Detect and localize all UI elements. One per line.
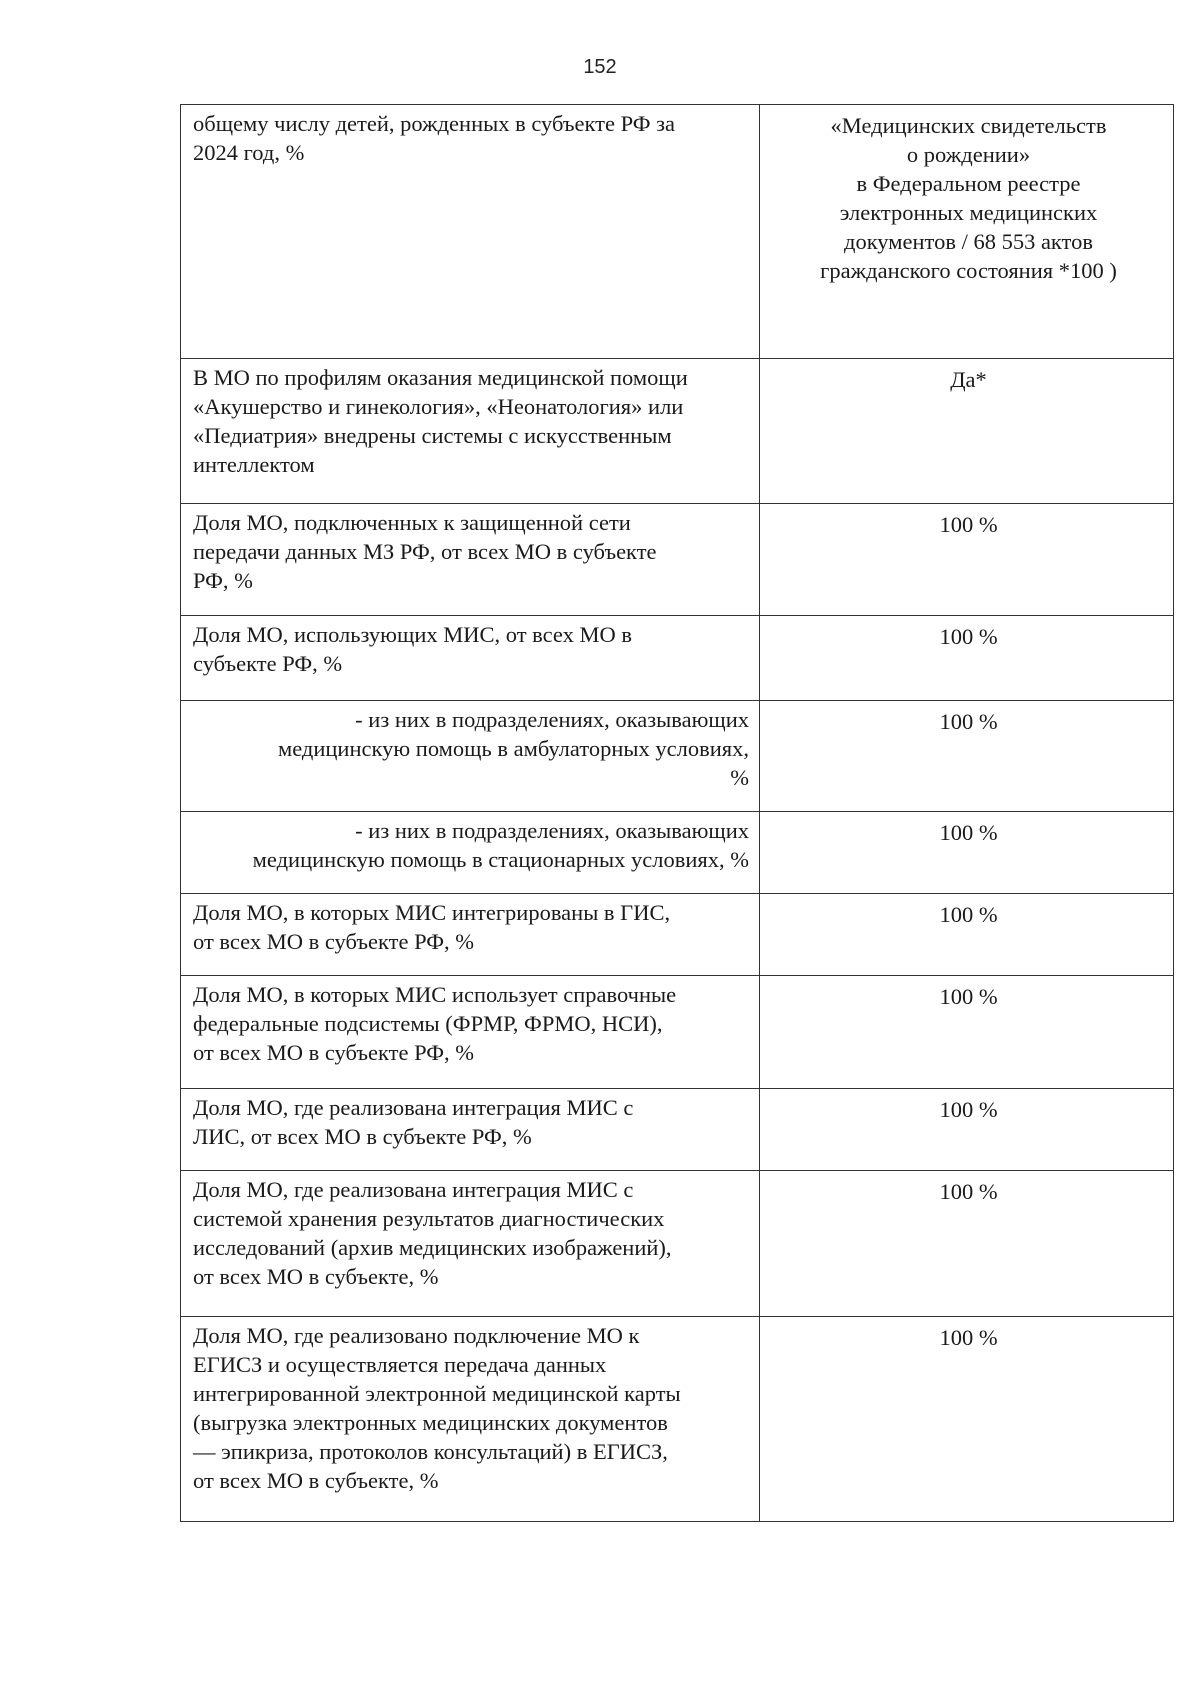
indicator-text: общему числу детей, рожденных в субъекте РФ за 2024 год, %: [193, 111, 675, 165]
value-cell: [760, 976, 1174, 1089]
indicator-cell: [181, 616, 760, 701]
table-row: [181, 616, 1174, 701]
indicator-text: Доля МО, в которых МИС использует справочные федеральные подсистемы (ФРМР, ФРМО, НСИ), от всех МО в субъекте РФ, %: [193, 982, 677, 1065]
table-row: [181, 701, 1174, 812]
table-row: [181, 976, 1174, 1089]
table-row: [181, 1089, 1174, 1171]
page-number: 152: [583, 56, 617, 78]
value-text: 100 %: [939, 1097, 998, 1122]
indicator-cell: [181, 105, 760, 359]
table-row: [181, 812, 1174, 894]
value-cell: [760, 812, 1174, 894]
indicator-text: Доля МО, где реализована интеграция МИС с ЛИС, от всех МО в субъекте РФ, %: [193, 1095, 634, 1149]
indicator-cell: [181, 701, 760, 812]
value-cell: [760, 105, 1174, 359]
indicator-cell: [181, 504, 760, 616]
table-row: [181, 105, 1174, 359]
indicators-table: [180, 104, 1174, 1522]
value-text: 100 %: [939, 624, 998, 649]
indicator-text: - из них в подразделениях, оказывающих медицинскую помощь в стационарных условиях, %: [252, 818, 749, 872]
indicator-cell: [181, 359, 760, 504]
indicator-text: Доля МО, использующих МИС, от всех МО в субъекте РФ, %: [193, 622, 632, 676]
value-cell: [760, 504, 1174, 616]
table-row: [181, 1171, 1174, 1317]
value-cell: [760, 1089, 1174, 1171]
value-text: «Медицинских свидетельств о рождении» в Федеральном реестре электронных медицинских документов / 68 553 актов гражданского состояния *100 ): [820, 113, 1117, 283]
value-cell: [760, 616, 1174, 701]
indicator-cell: [181, 1171, 760, 1317]
indicator-text: Доля МО, где реализовано подключение МО к ЕГИСЗ и осуществляется передача данных интегрированной электронной медицинской карты (выгрузка электронных медицинских документов — эпикриза, протоколов консультаций) в ЕГИСЗ, от всех МО в субъекте, %: [193, 1323, 681, 1493]
value-cell: [760, 359, 1174, 504]
table-row: [181, 359, 1174, 504]
value-text: 100 %: [939, 902, 998, 927]
value-text: 100 %: [939, 1325, 998, 1350]
value-text: Да*: [950, 367, 987, 392]
value-text: 100 %: [939, 512, 998, 537]
indicator-text: Доля МО, в которых МИС интегрированы в ГИС, от всех МО в субъекте РФ, %: [193, 900, 671, 954]
value-text: 100 %: [939, 984, 998, 1009]
value-text: 100 %: [939, 820, 998, 845]
value-cell: [760, 894, 1174, 976]
indicator-cell: [181, 1317, 760, 1522]
value-cell: [760, 701, 1174, 812]
table-row: [181, 1317, 1174, 1522]
table-row: [181, 894, 1174, 976]
table-row: [181, 504, 1174, 616]
indicator-cell: [181, 976, 760, 1089]
indicator-cell: [181, 812, 760, 894]
value-text: 100 %: [939, 709, 998, 734]
indicator-cell: [181, 1089, 760, 1171]
indicator-cell: [181, 894, 760, 976]
indicator-text: Доля МО, подключенных к защищенной сети передачи данных МЗ РФ, от всех МО в субъекте РФ, %: [193, 510, 657, 593]
value-cell: [760, 1317, 1174, 1522]
value-text: 100 %: [939, 1179, 998, 1204]
indicator-text: - из них в подразделениях, оказывающих медицинскую помощь в амбулаторных условиях, %: [277, 707, 749, 790]
indicator-text: В МО по профилям оказания медицинской помощи «Акушерство и гинекология», «Неонатология» или «Педиатрия» внедрены системы с искусственным интеллектом: [193, 365, 688, 477]
value-cell: [760, 1171, 1174, 1317]
indicator-text: Доля МО, где реализована интеграция МИС с системой хранения результатов диагностических исследований (архив медицинских изображений), от всех МО в субъекте, %: [193, 1177, 672, 1289]
